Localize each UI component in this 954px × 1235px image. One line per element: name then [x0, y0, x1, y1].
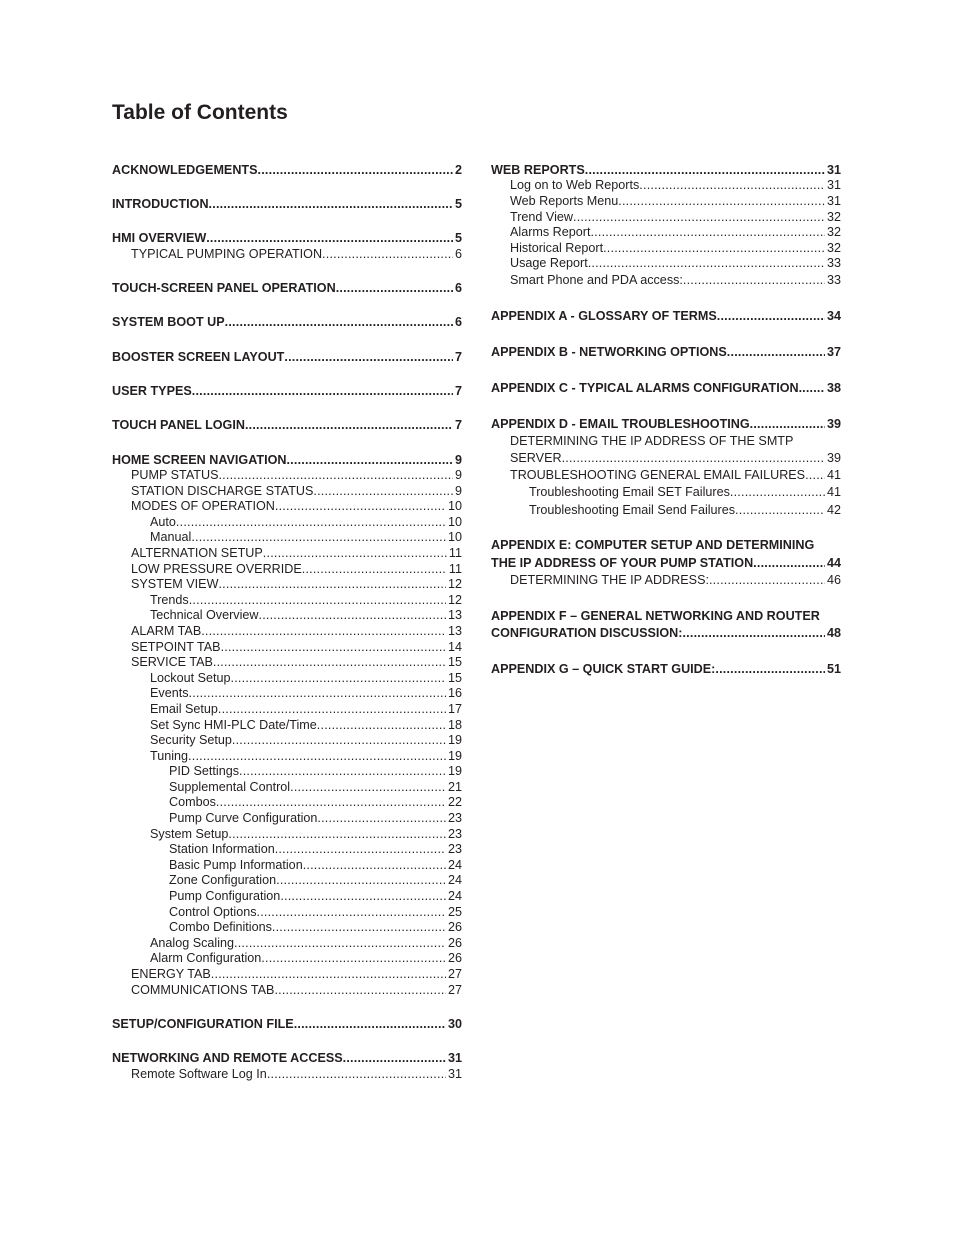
- toc-entry-station-information[interactable]: [169, 841, 462, 857]
- toc-entry-label: USER TYPES: [112, 384, 192, 398]
- toc-dot-leader: [286, 452, 453, 468]
- toc-entry-label: PUMP STATUS: [131, 468, 219, 482]
- toc-dot-leader: [176, 514, 446, 530]
- toc-entry-label: WEB REPORTS: [491, 163, 585, 177]
- toc-page-number: 46: [826, 573, 841, 587]
- toc-entry-lockout-setup[interactable]: [150, 670, 462, 686]
- toc-entry-system-setup[interactable]: [150, 826, 462, 842]
- toc-page-number: 9: [454, 484, 462, 498]
- toc-entry-modes-of-operation[interactable]: [131, 498, 462, 514]
- toc-entry-auto[interactable]: [150, 514, 462, 530]
- toc-page-number: 14: [447, 640, 462, 654]
- toc-entry-label: Trends: [150, 593, 189, 607]
- toc-entry-booster-screen-layout[interactable]: [112, 349, 462, 365]
- toc-entry-label: INTRODUCTION: [112, 197, 209, 211]
- toc-dot-leader: [303, 857, 446, 873]
- toc-dot-leader: [275, 498, 446, 514]
- toc-dot-leader: [218, 467, 453, 483]
- toc-entry-label: TROUBLESHOOTING GENERAL EMAIL FAILURES: [510, 468, 806, 482]
- toc-page-number: 19: [447, 749, 462, 763]
- toc-dot-leader: [682, 625, 825, 641]
- toc-entry-label: CONFIGURATION DISCUSSION:: [491, 626, 683, 640]
- toc-entry-label: Events: [150, 686, 189, 700]
- toc-dot-leader: [245, 417, 453, 433]
- toc-entry-system-view[interactable]: [131, 576, 462, 592]
- toc-dot-leader: [218, 701, 446, 717]
- toc-dot-leader: [275, 841, 446, 857]
- toc-page-number: 10: [447, 530, 462, 544]
- toc-page-number: 23: [447, 842, 462, 856]
- toc-dot-leader: [258, 162, 453, 178]
- toc-page-number: 26: [447, 936, 462, 950]
- toc-dot-leader: [302, 561, 447, 577]
- toc-page-number: 2: [454, 163, 462, 177]
- toc-entry-label: Lockout Setup: [150, 671, 231, 685]
- toc-entry-touch-panel-login[interactable]: [112, 417, 462, 433]
- toc-page-number: 19: [447, 764, 462, 778]
- toc-page-number: 24: [447, 873, 462, 887]
- toc-entry-label: APPENDIX D - EMAIL TROUBLESHOOTING: [491, 417, 750, 431]
- toc-dot-leader: [317, 810, 446, 826]
- toc-entry-label: Web Reports Menu: [510, 194, 619, 208]
- page-title: Table of Contents: [112, 101, 288, 124]
- toc-entry-label: Station Information: [169, 842, 275, 856]
- toc-entry-label: Remote Software Log In: [131, 1067, 267, 1081]
- toc-entry-pid-settings[interactable]: [169, 763, 462, 779]
- toc-dot-leader: [192, 383, 453, 399]
- toc-entry-label: ALTERNATION SETUP: [131, 546, 263, 560]
- toc-entry-label: LOW PRESSURE OVERRIDE: [131, 562, 302, 576]
- toc-dot-leader: [272, 919, 446, 935]
- toc-entry-trends[interactable]: [150, 592, 462, 608]
- toc-entry-label: APPENDIX G – QUICK START GUIDE:: [491, 662, 716, 676]
- toc-entry-appendix-g-quick-start-guide[interactable]: [491, 661, 841, 677]
- toc-entry-determining-the-ip-address[interactable]: [510, 572, 841, 588]
- toc-dot-leader: [573, 209, 825, 225]
- toc-entry-pump-curve-configuration[interactable]: [169, 810, 462, 826]
- toc-dot-leader: [802, 380, 825, 396]
- toc-entry-station-discharge-status[interactable]: [131, 483, 462, 499]
- toc-entry-label: SETUP/CONFIGURATION FILE: [112, 1017, 294, 1031]
- toc-dot-leader: [717, 308, 825, 324]
- toc-entry-label: ENERGY TAB: [131, 967, 211, 981]
- toc-dot-leader: [562, 450, 825, 466]
- toc-entry-tuning[interactable]: [150, 748, 462, 764]
- toc-entry-low-pressure-override[interactable]: [131, 561, 462, 577]
- toc-entry-log-on-to-web-reports[interactable]: [510, 177, 841, 193]
- toc-page-number: 27: [447, 983, 462, 997]
- toc-dot-leader: [216, 794, 446, 810]
- toc-page-number: 13: [447, 624, 462, 638]
- toc-page-number: 32: [826, 241, 841, 255]
- toc-entry-typical-pumping-operation[interactable]: [131, 246, 462, 262]
- toc-page-number: 15: [447, 671, 462, 685]
- toc-page-number: 6: [454, 315, 462, 329]
- toc-entry-determining-the-ip-address-of-the-smtp[interactable]: [510, 433, 841, 449]
- toc-entry-label: SETPOINT TAB: [131, 640, 221, 654]
- toc-page-number: 13: [447, 608, 462, 622]
- toc-dot-leader: [735, 502, 825, 518]
- toc-dot-leader: [206, 230, 453, 246]
- toc-entry-label: APPENDIX A - GLOSSARY OF TERMS: [491, 309, 717, 323]
- toc-page-number: 26: [447, 920, 462, 934]
- toc-entry-smart-phone-and-pda-access[interactable]: [510, 272, 841, 288]
- toc-page-number: 39: [826, 417, 841, 431]
- toc-page-number: 11: [448, 546, 462, 560]
- toc-page-number: 22: [447, 795, 462, 809]
- toc-page-number: 44: [826, 556, 841, 570]
- toc-entry-trend-view[interactable]: [510, 209, 841, 225]
- toc-entry-label: Combo Definitions: [169, 920, 272, 934]
- toc-entry-label: Security Setup: [150, 733, 232, 747]
- toc-dot-leader: [276, 872, 446, 888]
- toc-entry-label: Pump Curve Configuration: [169, 811, 318, 825]
- toc-dot-leader: [225, 314, 453, 330]
- toc-entry-label: Email Setup: [150, 702, 218, 716]
- toc-entry-label: Technical Overview: [150, 608, 259, 622]
- toc-entry-appendix-e-computer-setup-and-determinin[interactable]: [491, 537, 841, 553]
- toc-entry-service-tab[interactable]: [131, 654, 462, 670]
- toc-entry-pump-status[interactable]: [131, 467, 462, 483]
- toc-entry-security-setup[interactable]: [150, 732, 462, 748]
- toc-page-number: 7: [454, 418, 462, 432]
- toc-dot-leader: [232, 732, 446, 748]
- toc-page-number: 41: [826, 468, 841, 482]
- toc-dot-leader: [189, 592, 446, 608]
- toc-page-number: 6: [454, 247, 462, 261]
- toc-dot-leader: [730, 484, 825, 500]
- toc-entry-alarm-configuration[interactable]: [150, 950, 462, 966]
- toc-page-number: 41: [826, 485, 841, 499]
- toc-page-number: 10: [447, 515, 462, 529]
- toc-dot-leader: [322, 246, 453, 262]
- toc-entry-label: TYPICAL PUMPING OPERATION: [131, 247, 323, 261]
- toc-dot-leader: [231, 670, 446, 686]
- toc-page-number: 5: [454, 197, 462, 211]
- toc-dot-leader: [280, 888, 446, 904]
- toc-entry-label: HMI OVERVIEW: [112, 231, 207, 245]
- toc-entry-set-sync-hmi-plc-date-time[interactable]: [150, 717, 462, 733]
- toc-dot-leader: [588, 255, 825, 271]
- toc-entry-label: APPENDIX C - TYPICAL ALARMS CONFIGURATION.: [491, 381, 803, 395]
- toc-dot-leader: [257, 904, 446, 920]
- toc-page-number: 7: [454, 384, 462, 398]
- toc-dot-leader: [343, 1050, 446, 1066]
- toc-entry-label: SYSTEM VIEW: [131, 577, 219, 591]
- toc-entry-alarm-tab[interactable]: [131, 623, 462, 639]
- toc-dot-leader: [218, 576, 446, 592]
- toc-entry-label: THE IP ADDRESS OF YOUR PUMP STATION: [491, 556, 754, 570]
- toc-entry-label: STATION DISCHARGE STATUS: [131, 484, 314, 498]
- toc-entry-label: ACKNOWLEDGEMENTS: [112, 163, 258, 177]
- toc-entry-label: Zone Configuration: [169, 873, 277, 887]
- toc-dot-leader: [263, 545, 447, 561]
- toc-entry-label: DETERMINING THE IP ADDRESS OF THE SMTP: [510, 434, 794, 448]
- toc-page-number: 17: [447, 702, 462, 716]
- toc-page-number: 16: [447, 686, 462, 700]
- toc-page-number: 6: [454, 281, 462, 295]
- toc-entry-hmi-overview[interactable]: [112, 230, 462, 246]
- toc-entry-troubleshooting-email-send-failures[interactable]: [529, 502, 841, 518]
- toc-page-number: 31: [826, 194, 841, 208]
- toc-entry-label: Alarms Report: [510, 225, 591, 239]
- toc-page-number: 42: [826, 503, 841, 517]
- toc-entry-appendix-c-typical-alarms-configuration[interactable]: [491, 380, 841, 396]
- toc-entry-label: Combos: [169, 795, 216, 809]
- toc-entry-label: SERVICE TAB: [131, 655, 213, 669]
- toc-page-number: 5: [454, 231, 462, 245]
- toc-dot-leader: [267, 1066, 446, 1082]
- toc-entry-networking-and-remote-access[interactable]: [112, 1050, 462, 1066]
- toc-page-number: 51: [826, 662, 841, 676]
- toc-entry-label: MODES OF OPERATION: [131, 499, 275, 513]
- toc-page-number: 37: [826, 345, 841, 359]
- toc-entry-label: SYSTEM BOOT UP: [112, 315, 225, 329]
- toc-entry-label: APPENDIX F – GENERAL NETWORKING AND ROUTER: [491, 609, 820, 623]
- toc-page-number: 19: [447, 733, 462, 747]
- toc-entry-analog-scaling[interactable]: [150, 935, 462, 951]
- toc-dot-leader: [618, 193, 825, 209]
- toc-dot-leader: [639, 177, 825, 193]
- toc-entry-label: Supplemental Control: [169, 780, 291, 794]
- toc-page-number: 33: [826, 256, 841, 270]
- toc-entry-label: NETWORKING AND REMOTE ACCESS: [112, 1051, 343, 1065]
- toc-entry-historical-report[interactable]: [510, 240, 841, 256]
- toc-dot-leader: [188, 748, 446, 764]
- toc-dot-leader: [336, 280, 453, 296]
- toc-entry-label: Analog Scaling: [150, 936, 235, 950]
- toc-dot-leader: [750, 416, 825, 432]
- toc-entry-label: BOOSTER SCREEN LAYOUT: [112, 350, 285, 364]
- toc-dot-leader: [715, 661, 825, 677]
- toc-dot-leader: [213, 654, 446, 670]
- toc-entry-label: COMMUNICATIONS TAB: [131, 983, 275, 997]
- toc-entry-label: Auto: [150, 515, 176, 529]
- toc-entry-web-reports-menu[interactable]: [510, 193, 841, 209]
- toc-entry-the-ip-address-of-your-pump-station[interactable]: [491, 555, 841, 571]
- toc-dot-leader: [727, 344, 825, 360]
- toc-entry-label: APPENDIX B - NETWORKING OPTIONS: [491, 345, 727, 359]
- toc-entry-label: SERVER: [510, 451, 562, 465]
- toc-entry-label: Tuning: [150, 749, 189, 763]
- toc-entry-label: Control Options: [169, 905, 257, 919]
- toc-entry-home-screen-navigation[interactable]: [112, 452, 462, 468]
- toc-page-number: 31: [826, 178, 841, 192]
- toc-entry-label: Set Sync HMI-PLC Date/Time: [150, 718, 317, 732]
- toc-entry-label: HOME SCREEN NAVIGATION: [112, 453, 287, 467]
- toc-page-number: 18: [447, 718, 462, 732]
- toc-page-number: 26: [447, 951, 462, 965]
- toc-dot-leader: [211, 966, 446, 982]
- toc-entry-alternation-setup[interactable]: [131, 545, 462, 561]
- toc-dot-leader: [259, 607, 446, 623]
- toc-dot-leader: [201, 623, 446, 639]
- toc-entry-setup-configuration-file[interactable]: [112, 1016, 462, 1032]
- toc-dot-leader: [590, 224, 825, 240]
- toc-entry-email-setup[interactable]: [150, 701, 462, 717]
- toc-page-number: 38: [826, 381, 841, 395]
- toc-entry-label: System Setup: [150, 827, 229, 841]
- toc-entry-appendix-f-general-networking-and-router[interactable]: [491, 608, 841, 624]
- toc-page-number: 23: [447, 827, 462, 841]
- toc-entry-label: TOUCH-SCREEN PANEL OPERATION: [112, 281, 336, 295]
- toc-dot-leader: [239, 763, 446, 779]
- toc-entry-usage-report[interactable]: [510, 255, 841, 271]
- toc-entry-label: Basic Pump Information: [169, 858, 303, 872]
- toc-dot-leader: [261, 950, 446, 966]
- toc-page-number: 21: [447, 780, 462, 794]
- toc-entry-label: Usage Report: [510, 256, 588, 270]
- toc-page-number: 12: [447, 577, 462, 591]
- toc-entry-introduction[interactable]: [112, 196, 462, 212]
- toc-entry-zone-configuration[interactable]: [169, 872, 462, 888]
- toc-entry-combo-definitions[interactable]: [169, 919, 462, 935]
- toc-entry-appendix-b-networking-options[interactable]: [491, 344, 841, 360]
- toc-page-number: 9: [454, 468, 462, 482]
- toc-dot-leader: [274, 982, 446, 998]
- toc-entry-appendix-a-glossary-of-terms[interactable]: [491, 308, 841, 324]
- toc-page-number: 11: [448, 562, 462, 576]
- toc-entry-label: DETERMINING THE IP ADDRESS:: [510, 573, 709, 587]
- toc-page-number: 32: [826, 210, 841, 224]
- toc-dot-leader: [313, 483, 453, 499]
- toc-entry-web-reports[interactable]: [491, 162, 841, 178]
- toc-entry-label: Alarm Configuration: [150, 951, 262, 965]
- toc-page-number: 24: [447, 858, 462, 872]
- toc-page-number: 39: [826, 451, 841, 465]
- toc-page-number: 7: [454, 350, 462, 364]
- toc-dot-leader: [753, 555, 825, 571]
- toc-page-number: 9: [454, 453, 462, 467]
- toc-page-number: 12: [447, 593, 462, 607]
- toc-dot-leader: [234, 935, 446, 951]
- toc-dot-leader: [317, 717, 446, 733]
- toc-page-number: 31: [447, 1051, 462, 1065]
- toc-dot-leader: [290, 779, 446, 795]
- toc-page-number: 48: [826, 626, 841, 640]
- toc-dot-leader: [805, 467, 825, 483]
- toc-entry-label: PID Settings: [169, 764, 239, 778]
- toc-entry-label: Historical Report: [510, 241, 604, 255]
- toc-entry-supplemental-control[interactable]: [169, 779, 462, 795]
- toc-entry-alarms-report[interactable]: [510, 224, 841, 240]
- toc-entry-configuration-discussion[interactable]: [491, 625, 841, 641]
- toc-page-number: 33: [826, 273, 841, 287]
- toc-entry-touch-screen-panel-operation[interactable]: [112, 280, 462, 296]
- toc-entry-remote-software-log-in[interactable]: [131, 1066, 462, 1082]
- toc-entry-label: TOUCH PANEL LOGIN: [112, 418, 245, 432]
- toc-entry-setpoint-tab[interactable]: [131, 639, 462, 655]
- toc-entry-energy-tab[interactable]: [131, 966, 462, 982]
- toc-page-number: 27: [447, 967, 462, 981]
- toc-page-number: 34: [826, 309, 841, 323]
- toc-entry-troubleshooting-general-email-failures[interactable]: [510, 467, 841, 483]
- toc-dot-leader: [709, 572, 825, 588]
- toc-entry-label: Troubleshooting Email Send Failures: [529, 503, 736, 517]
- toc-dot-leader: [683, 272, 825, 288]
- toc-page-number: 31: [826, 163, 841, 177]
- toc-entry-label: Log on to Web Reports: [510, 178, 640, 192]
- toc-page-number: 24: [447, 889, 462, 903]
- toc-entry-manual[interactable]: [150, 529, 462, 545]
- toc-entry-label: APPENDIX E: COMPUTER SETUP AND DETERMINING: [491, 538, 815, 552]
- toc-entry-events[interactable]: [150, 685, 462, 701]
- toc-entry-label: Manual: [150, 530, 192, 544]
- toc-entry-communications-tab[interactable]: [131, 982, 462, 998]
- toc-dot-leader: [294, 1016, 446, 1032]
- toc-entry-label: ALARM TAB: [131, 624, 202, 638]
- toc-entry-troubleshooting-email-set-failures[interactable]: [529, 484, 841, 500]
- toc-entry-basic-pump-information[interactable]: [169, 857, 462, 873]
- toc-dot-leader: [284, 349, 453, 365]
- toc-entry-appendix-d-email-troubleshooting[interactable]: [491, 416, 841, 432]
- toc-dot-leader: [191, 529, 446, 545]
- toc-entry-label: Smart Phone and PDA access:: [510, 273, 683, 287]
- toc-entry-technical-overview[interactable]: [150, 607, 462, 623]
- toc-page-number: 23: [447, 811, 462, 825]
- toc-page-number: 25: [447, 905, 462, 919]
- toc-dot-leader: [189, 685, 446, 701]
- toc-page-number: 30: [447, 1017, 462, 1031]
- toc-page-number: 10: [447, 499, 462, 513]
- toc-entry-label: Troubleshooting Email SET Failures: [529, 485, 730, 499]
- toc-dot-leader: [209, 196, 453, 212]
- toc-page-number: 31: [447, 1067, 462, 1081]
- toc-entry-acknowledgements[interactable]: [112, 162, 462, 178]
- toc-entry-system-boot-up[interactable]: [112, 314, 462, 330]
- toc-dot-leader: [221, 639, 446, 655]
- toc-page-number: 32: [826, 225, 841, 239]
- toc-entry-server[interactable]: [510, 450, 841, 466]
- toc-entry-control-options[interactable]: [169, 904, 462, 920]
- toc-page-number: 15: [447, 655, 462, 669]
- toc-entry-pump-configuration[interactable]: [169, 888, 462, 904]
- toc-entry-user-types[interactable]: [112, 383, 462, 399]
- toc-dot-leader: [603, 240, 825, 256]
- toc-entry-label: Trend View: [510, 210, 573, 224]
- toc-entry-label: Pump Configuration: [169, 889, 281, 903]
- toc-dot-leader: [228, 826, 446, 842]
- toc-dot-leader: [585, 162, 825, 178]
- toc-entry-combos[interactable]: [169, 794, 462, 810]
